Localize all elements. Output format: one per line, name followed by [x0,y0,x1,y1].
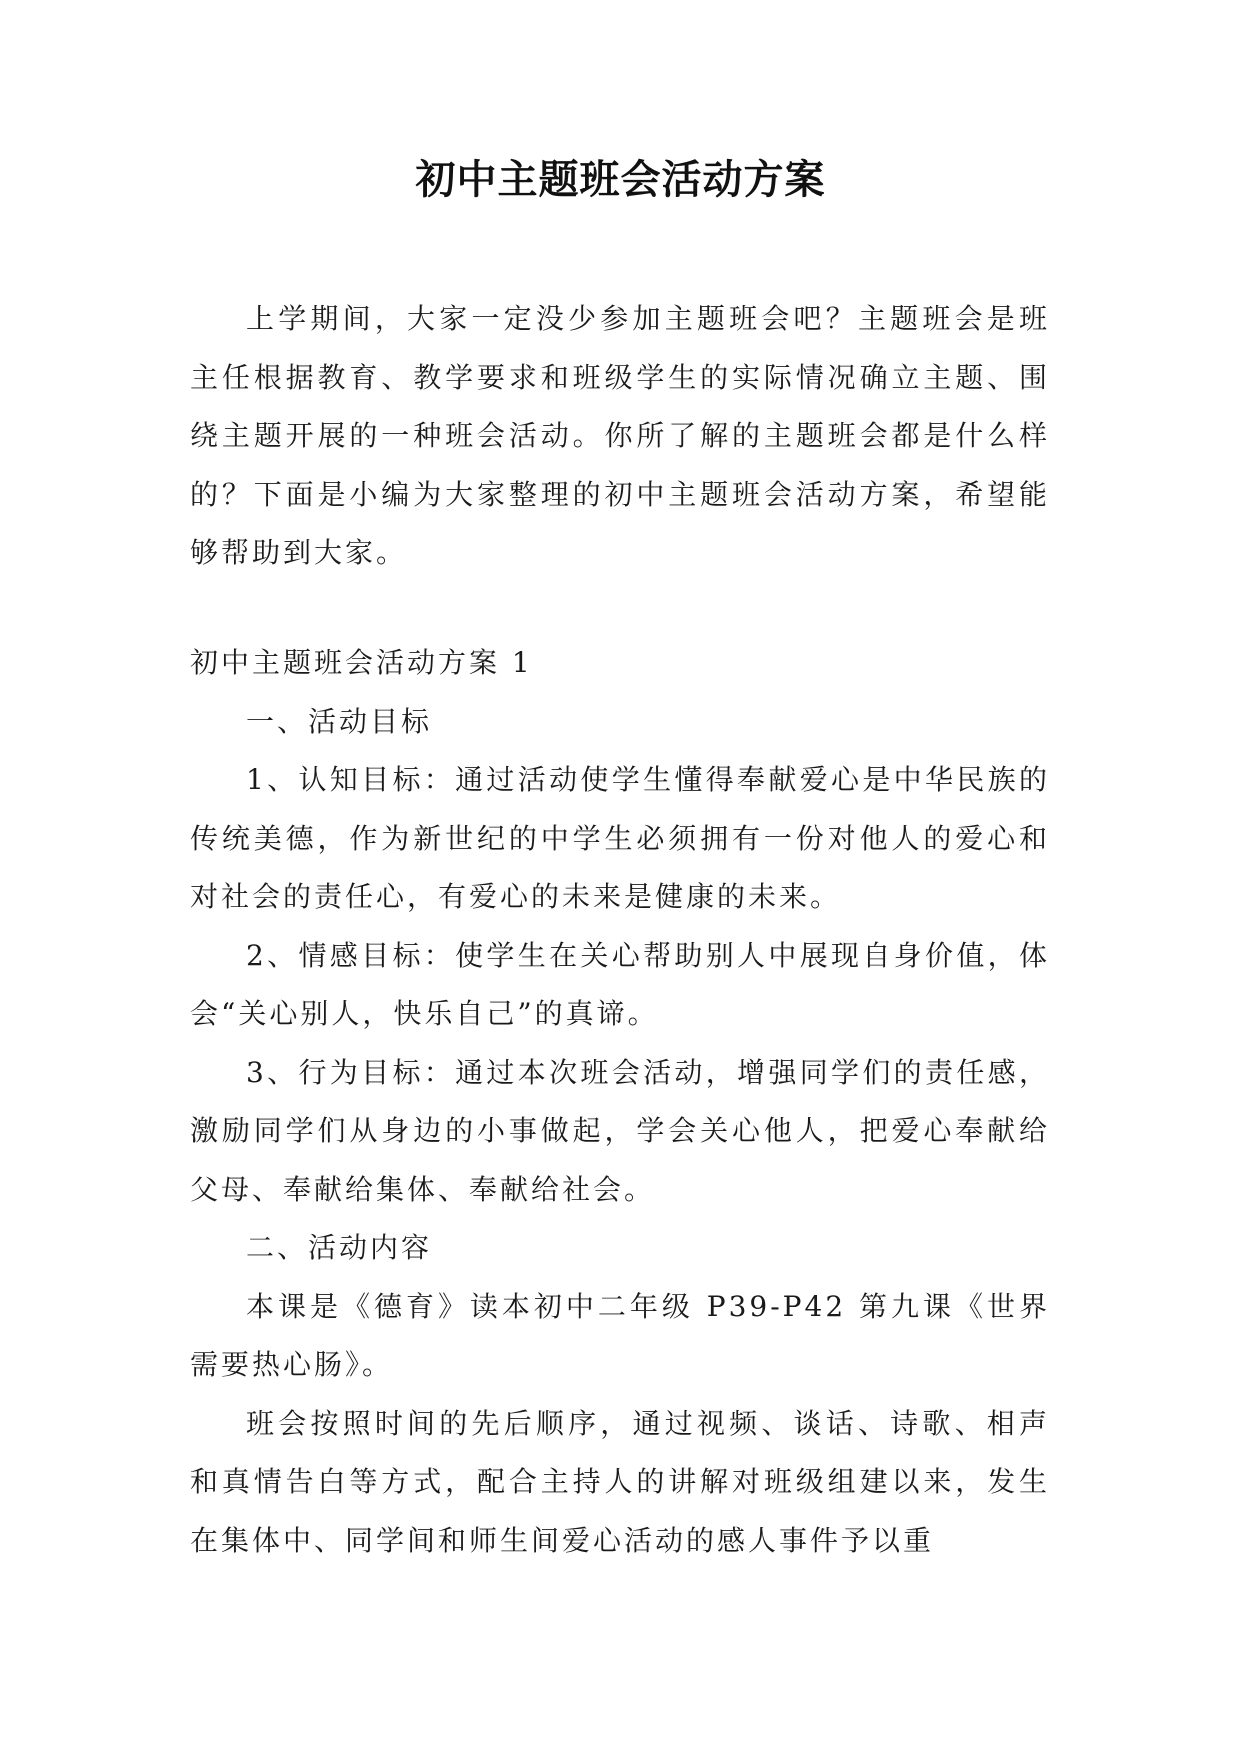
document-title: 初中主题班会活动方案 [415,157,826,203]
paragraph-meeting-procedure: 班会按照时间的先后顺序，通过视频、谈话、诗歌、相声和真情告白等方式，配合主持人的讲解对班级组建以来，发生在集体中、同学间和师生间爱心活动的感人事件予以重 [190,1406,1050,1557]
subheading-activity-goals: 一、活动目标 [246,704,433,738]
intro-paragraph: 上学期间，大家一定没少参加主题班会吧？主题班会是班主任根据教育、教学要求和班级学生的实际情况确立主题、围绕主题开展的一种班会活动。你所了解的主题班会都是什么样的？下面是小编为大家整理的初中主题班会活动方案，希望能够帮助到大家。 [190,302,1050,569]
plan-section [190,634,1050,1570]
section-heading: 初中主题班会活动方案 1 [190,646,533,679]
paragraph-behavior-goal: 3、行为目标：通过本次班会活动，增强同学们的责任感，激励同学们从身边的小事做起，学会关心他人，把爱心奉献给父母、奉献给集体、奉献给社会。 [190,1055,1050,1206]
paragraph-lesson-reference: 本课是《德育》读本初中二年级 P39-P42 第九课《世界需要热心肠》。 [190,1289,1050,1381]
paragraph-emotional-goal: 2、情感目标：使学生在关心帮助别人中展现自身价值，体会“关心别人，快乐自己”的真谛。 [190,938,1050,1030]
paragraph-cognitive-goal: 1、认知目标：通过活动使学生懂得奉献爱心是中华民族的传统美德，作为新世纪的中学生必须拥有一份对他人的爱心和对社会的责任心，有爱心的未来是健康的未来。 [190,763,1050,913]
intro-block [190,290,1050,583]
subheading-activity-content: 二、活动内容 [246,1231,433,1264]
